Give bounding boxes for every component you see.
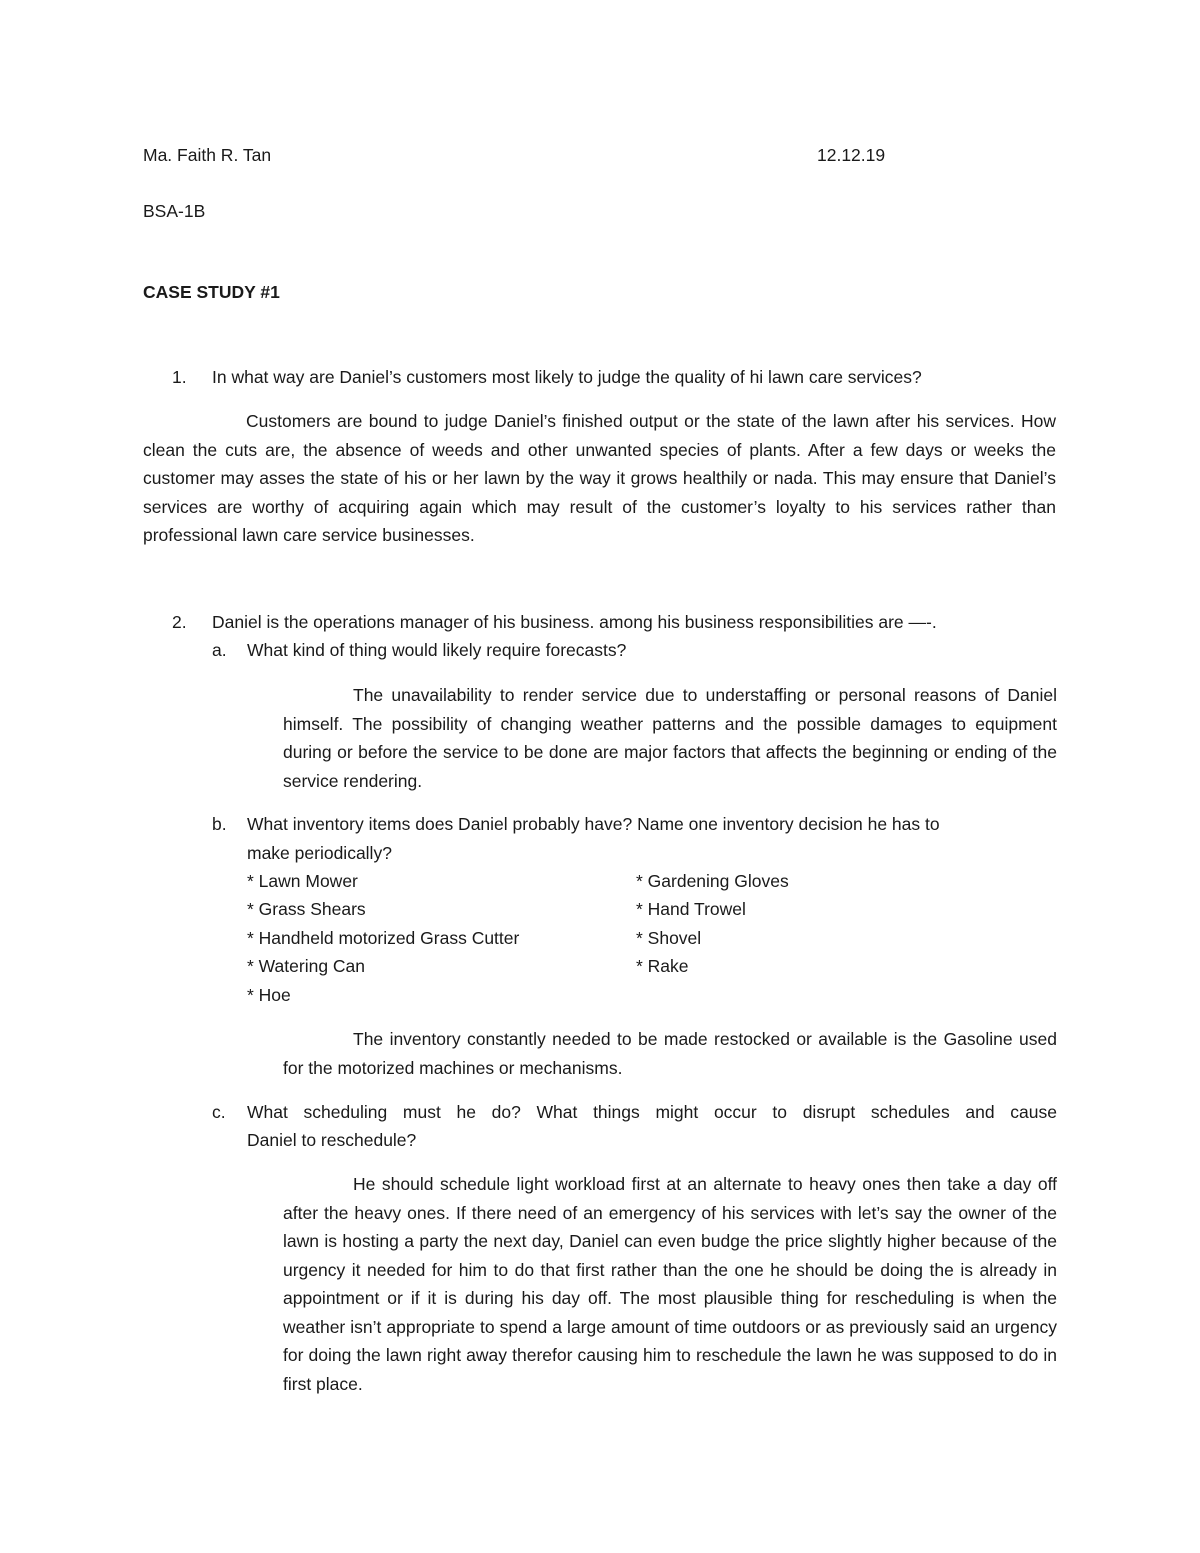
inventory-item-right: * Shovel xyxy=(636,928,702,948)
q2c-question-line2: Daniel to reschedule? xyxy=(247,1130,417,1150)
q2a-question: What kind of thing would likely require forecasts? xyxy=(247,640,627,660)
q2b-letter: b. xyxy=(212,814,227,834)
inventory-item-right: * Gardening Gloves xyxy=(636,871,789,891)
q2b-answer: The inventory constantly needed to be made restocked or available is the Gasoline used for the motorized machines or mechanisms. xyxy=(283,1029,1057,1078)
q1-question: In what way are Daniel’s customers most likely to judge the quality of hi lawn care services? xyxy=(212,367,922,387)
inventory-item-left: * Handheld motorized Grass Cutter xyxy=(247,928,520,948)
inventory-item-left: * Lawn Mower xyxy=(247,871,358,891)
inventory-item-right: * Rake xyxy=(636,956,689,976)
q2-number: 2. xyxy=(172,612,187,632)
inventory-item-left: * Watering Can xyxy=(247,956,366,976)
author-name: Ma. Faith R. Tan xyxy=(143,145,272,165)
inventory-item-left: * Grass Shears xyxy=(247,899,366,919)
q2a-answer: The unavailability to render service due to understaffing or personal reasons of Daniel himself. The possibility of changing weather patterns and the possible damages to equipment during or before the service to be done are major factors that affects the beginning or ending of the service rendering. xyxy=(283,685,1057,791)
q1-answer: Customers are bound to judge Daniel’s finished output or the state of the lawn after his services. How clean the cuts are, the absence of weeds and other unwanted species of plants. After a few days or weeks the customer may asses the state of his or her lawn by the way it grows healthily or nada. This may ensure that Daniel’s services are worthy of acquiring again which may result of the customer’s loyalty to his services rather than professional lawn care service businesses. xyxy=(143,411,1056,545)
q1-number: 1. xyxy=(172,367,187,387)
section-label: BSA-1B xyxy=(143,201,206,221)
q2-question: Daniel is the operations manager of his business. among his business responsibilities are —-. xyxy=(212,612,937,632)
q2c-question-line1: What scheduling must he do? What things might occur to disrupt schedules and cause xyxy=(247,1102,1057,1122)
document-date: 12.12.19 xyxy=(817,145,886,165)
document-title: CASE STUDY #1 xyxy=(143,282,280,302)
q2b-question-line1: What inventory items does Daniel probably have? Name one inventory decision he has to xyxy=(247,814,940,834)
q2b-question-line2: make periodically? xyxy=(247,843,392,863)
q2c-answer: He should schedule light workload first at an alternate to heavy ones then take a day off after the heavy ones. If there need of an emergency of his services with let’s say the owner of the lawn is hosting a party the next day, Daniel can even budge the price slightly higher because of the urgency it needed for him to do that first rather than the one he should be doing the is already in appointment or if it is during his day off. The most plausible thing for rescheduling is when the weather isn’t appropriate to spend a large amount of time outdoors or as previously said an urgency for doing the lawn right away therefor causing him to reschedule the lawn he was supposed to do in first place. xyxy=(283,1174,1057,1394)
q2c-letter: c. xyxy=(212,1102,226,1122)
inventory-item-right: * Hand Trowel xyxy=(636,899,746,919)
inventory-item-left: * Hoe xyxy=(247,985,291,1005)
q2a-letter: a. xyxy=(212,640,227,660)
